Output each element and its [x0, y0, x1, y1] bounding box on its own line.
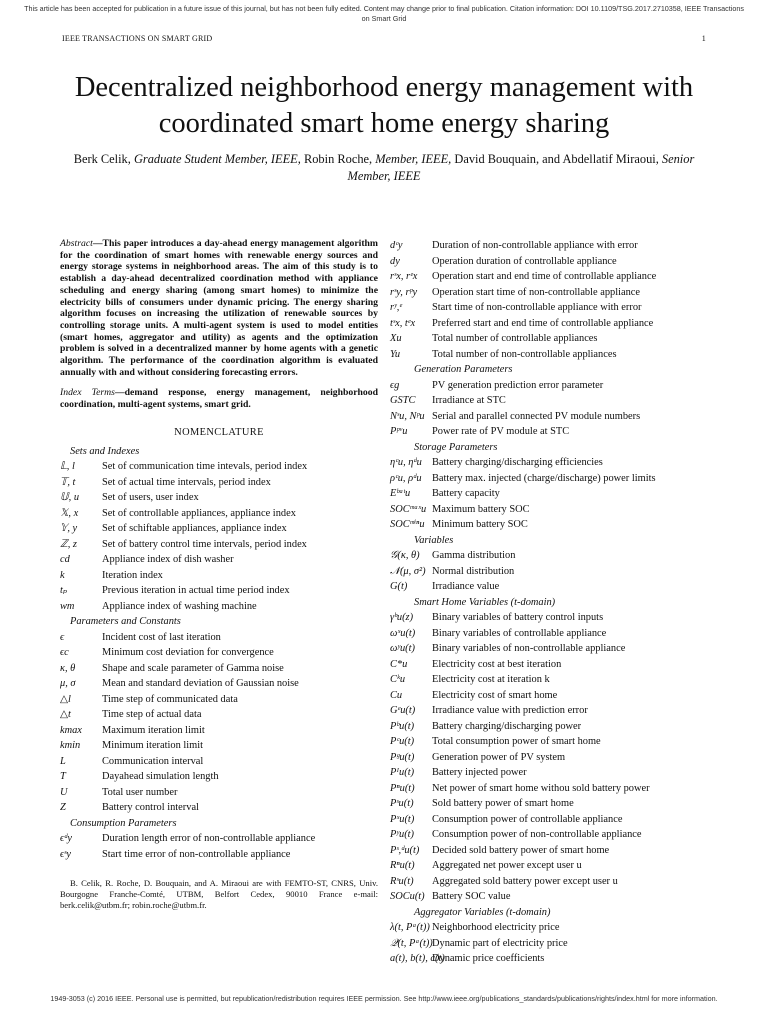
nomenclature-definition: Mean and standard deviation of Gaussian noise: [102, 678, 299, 690]
author-1: Berk Celik,: [73, 152, 131, 166]
nomenclature-entry: [60, 785, 378, 801]
nomenclature-definition: Binary variables of controllable appliance: [432, 627, 607, 639]
nomenclature-entry: [390, 719, 735, 735]
nomenclature-definition: Total number of controllable appliances: [432, 333, 598, 344]
nomenclature-symbol: Nˢu, Nᵖu: [390, 410, 425, 422]
nomenclature-symbol: wm: [60, 600, 75, 612]
nomenclature-definition: Battery charging/discharging efficiencies: [432, 457, 603, 468]
nomenclature-section-heading: Consumption Parameters: [70, 817, 177, 829]
nomenclature-symbol: △t: [60, 709, 71, 721]
nomenclature-entry: [390, 238, 735, 254]
nomenclature-entry: [390, 331, 735, 347]
nomenclature-symbol: GSTC: [390, 395, 416, 406]
nomenclature-entry: [60, 568, 378, 584]
nomenclature-definition: Aggregated net power except user u: [432, 860, 582, 871]
nomenclature-definition: Maximum battery SOC: [432, 503, 530, 515]
nomenclature-entry: [60, 521, 378, 537]
abstract-text: —This paper introduces a day-ahead energy management algorithm for the coordination of smart homes with renewable energy sources and energy storage systems in neighborhood areas. The aim of this study is to establish a day-ahead decentralized coordination method with appliance scheduling and energy sharing (among smart homes) to minimize the electricity bills of consumers under dynamic pricing. The energy sharing algorithm focuses on increasing the utilization of renewable sources by controlling storage units. A multi-agent system is used to model entities (smart homes, aggregator and utility) as agents and the optimization problem is solved in a decentralized manner by home agents with a genetic algorithm. The performance of the coordination algorithm is evaluated annually with and without considering forecasting errors.: [60, 238, 378, 378]
nomenclature-definition: Binary variables of battery control inputs: [432, 612, 604, 623]
nomenclature-symbol: dᶜy: [390, 240, 403, 251]
nomenclature-symbol: Pᵇu(t): [390, 720, 415, 732]
nomenclature-definition: Decided sold battery power of smart home: [432, 844, 610, 856]
nomenclature-definition: Set of communication time intevals, period index: [102, 461, 308, 473]
nomenclature-definition: Aggregated sold battery power except user u: [432, 875, 618, 887]
nomenclature-symbol: tₚ: [60, 585, 68, 597]
nomenclature-definition: Total consumption power of smart home: [432, 736, 601, 747]
nomenclature-entry: [60, 552, 378, 568]
nomenclature-entry: [390, 486, 735, 502]
nomenclature-entry: [390, 796, 735, 812]
nomenclature-entry: [390, 734, 735, 750]
page-number: 1: [701, 34, 706, 43]
author-1-role: Graduate Student Member, IEEE,: [133, 152, 301, 166]
nomenclature-symbol: 𝒩(μ, σ²): [390, 565, 426, 577]
nomenclature-symbol: ηᶜu, ηᵈu: [390, 457, 422, 468]
nomenclature-section-heading: Smart Home Variables (t-domain): [414, 596, 556, 608]
nomenclature-entry: [60, 692, 378, 708]
nomenclature-definition: Duration length error of non-controllable appliance: [102, 833, 316, 845]
nomenclature-symbol: λ(t, Pᵃ(t)): [390, 922, 430, 933]
nomenclature-symbol: rˢy, rᵖy: [390, 286, 418, 298]
author-2-role: Member, IEEE,: [375, 152, 452, 166]
nomenclature-section-heading: Sets and Indexes: [70, 445, 140, 457]
nomenclature-symbol: rˢx, rᵉx: [390, 271, 418, 282]
nomenclature-symbol: SOCᵐᵃˣu: [390, 503, 427, 515]
nomenclature-entry: [390, 641, 735, 657]
nomenclature-definition: Iteration index: [102, 569, 163, 581]
nomenclature-definition: Set of battery control time intervals, period index: [102, 538, 307, 550]
nomenclature-definition: Time step of communicated data: [102, 693, 238, 705]
nomenclature-definition: Set of schiftable appliances, appliance index: [102, 523, 287, 535]
nomenclature-entry: [60, 754, 378, 770]
nomenclature-definition: Net power of smart home withou sold battery power: [432, 782, 650, 794]
nomenclature-definition: Incident cost of last iteration: [102, 631, 221, 643]
nomenclature-symbol: L: [60, 755, 66, 767]
journal-name: IEEE TRANSACTIONS ON SMART GRID: [62, 34, 213, 43]
nomenclature-symbol: Cu: [390, 689, 403, 701]
copyright-footer: 1949-3053 (c) 2016 IEEE. Personal use is permitted, but republication/redistribution requires IEEE permission. See http://www.ieee.org/publications_standards/publications/rights/index.html for more information.: [50, 994, 718, 1003]
affiliation-footnote: B. Celik, R. Roche, D. Bouquain, and A. Miraoui are with FEMTO-ST, CNRS, Univ. Bourgogne Franche-Comté, UTBM, Belfort Cedex, 90010 France e-mail: berk.celik@utbm.fr; robin.roche@utbm.fr.: [60, 878, 378, 911]
nomenclature-symbol: SOCu(t): [390, 891, 425, 902]
nomenclature-entry: [60, 630, 378, 646]
nomenclature-definition: Duration of non-controllable appliance with error: [432, 240, 638, 251]
nomenclature-symbol: C*u: [390, 658, 408, 670]
nomenclature-symbol: cd: [60, 554, 70, 566]
nomenclature-definition: Minimum battery SOC: [432, 519, 528, 530]
nomenclature-definition: Battery max. injected (charge/discharge) power limits: [432, 472, 656, 484]
nomenclature-definition: Sold battery power of smart home: [432, 798, 574, 809]
nomenclature-entry: [390, 672, 735, 688]
nomenclature-definition: Operation duration of controllable appliance: [432, 255, 617, 267]
nomenclature-entry: [390, 889, 735, 905]
nomenclature-symbol: Pʸu(t): [390, 829, 414, 840]
nomenclature-symbol: ℤ, z: [60, 538, 77, 550]
nomenclature-entry: [390, 393, 735, 409]
nomenclature-symbol: SOCᵐⁱⁿu: [390, 519, 425, 530]
nomenclature-symbol: ϵᵈy: [60, 833, 73, 845]
nomenclature-definition: Battery SOC value: [432, 891, 511, 902]
nomenclature-definition: Start time error of non-controllable appliance: [102, 848, 291, 860]
nomenclature-definition: Normal distribution: [432, 565, 515, 577]
nomenclature-definition: Preferred start and end time of controllable appliance: [432, 317, 654, 329]
nomenclature-definition: Appliance index of washing machine: [102, 600, 257, 612]
nomenclature-symbol: Gᵉu(t): [390, 705, 416, 716]
nomenclature-entry: [60, 475, 378, 491]
nomenclature-definition: Maximum iteration limit: [102, 724, 205, 736]
nomenclature-definition: Consumption power of non-controllable appliance: [432, 829, 642, 840]
nomenclature-symbol: 𝕋, t: [60, 476, 76, 488]
nomenclature-symbol: 𝒬(t, Pᵃ(t)): [390, 937, 433, 949]
nomenclature-entry: [390, 812, 735, 828]
nomenclature-symbol: rʸ,ᵉ: [390, 302, 403, 313]
nomenclature-entry: [60, 847, 378, 863]
nomenclature-definition: Battery injected power: [432, 767, 527, 778]
nomenclature-definition: Dayahead simulation length: [102, 771, 219, 783]
nomenclature-definition: Irradiance at STC: [432, 395, 506, 406]
nomenclature-entry: [390, 843, 735, 859]
nomenclature-entry: [60, 738, 378, 754]
nomenclature-entry: [390, 610, 735, 626]
nomenclature-section-heading: Generation Parameters: [414, 364, 513, 375]
nomenclature-entry: [390, 765, 735, 781]
nomenclature-symbol: Rⁿu(t): [390, 860, 415, 871]
abstract-lead: Abstract: [60, 238, 93, 249]
nomenclature-entry: [390, 502, 735, 518]
nomenclature-definition: Communication interval: [102, 755, 204, 767]
nomenclature-definition: Power rate of PV module at STC: [432, 426, 570, 437]
nomenclature-symbol: ϵg: [390, 379, 400, 391]
nomenclature-section-heading: Parameters and Constants: [70, 616, 181, 628]
nomenclature-definition: Dynamic price coefficients: [432, 953, 545, 964]
nomenclature-symbol: 𝕃, l: [60, 461, 75, 473]
nomenclature-definition: Minimum iteration limit: [102, 740, 204, 752]
nomenclature-definition: Total number of non-controllable appliances: [432, 348, 617, 360]
nomenclature-entry: [390, 827, 735, 843]
index-terms-lead: Index Terms: [60, 387, 115, 399]
nomenclature-definition: Irradiance value: [432, 581, 500, 592]
nomenclature-entry: [60, 676, 378, 692]
nomenclature-definition: Consumption power of controllable appliance: [432, 813, 623, 825]
nomenclature-entry: [390, 254, 735, 270]
nomenclature-definition: Total user number: [102, 786, 178, 798]
nomenclature-entry: [60, 459, 378, 475]
nomenclature-symbol: ρᶜu, ρᵈu: [390, 472, 422, 484]
nomenclature-symbol: Pᴵu(t): [390, 767, 415, 778]
nomenclature-entry: [60, 831, 378, 847]
nomenclature-symbol: γᵇu(z): [390, 612, 414, 623]
nomenclature-symbol: Rˢu(t): [390, 875, 414, 887]
nomenclature-entry: [390, 378, 735, 394]
nomenclature-entry: [390, 858, 735, 874]
nomenclature-definition: Battery capacity: [432, 488, 500, 499]
nomenclature-entry: [390, 626, 735, 642]
nomenclature-symbol: Yu: [390, 348, 401, 360]
nomenclature-definition: Generation power of PV system: [432, 751, 566, 763]
nomenclature-entry: [390, 936, 735, 952]
nomenclature-symbol: Cᵏu: [390, 674, 406, 685]
nomenclature-symbol: κ, θ: [60, 662, 76, 674]
nomenclature-definition: Serial and parallel connected PV module numbers: [432, 410, 641, 422]
nomenclature-entry: [60, 800, 378, 816]
nomenclature-symbol: T: [60, 771, 66, 783]
nomenclature-definition: Set of users, user index: [102, 492, 199, 504]
nomenclature-heading: NOMENCLATURE: [174, 426, 264, 438]
nomenclature-entry: [60, 645, 378, 661]
nomenclature-symbol: 𝒢(κ, θ): [390, 550, 420, 561]
nomenclature-entry: [390, 657, 735, 673]
nomenclature-symbol: kmax: [60, 724, 82, 736]
nomenclature-section-heading: Aggregator Variables (t-domain): [414, 906, 551, 918]
nomenclature-entry: [390, 471, 735, 487]
nomenclature-entry: [60, 599, 378, 615]
nomenclature-symbol: Pᵍu(t): [390, 751, 415, 763]
nomenclature-definition: Set of actual time intervals, period index: [102, 476, 271, 488]
nomenclature-entry: [390, 347, 735, 363]
author-3: David Bouquain, and Abdellatif Miraoui,: [454, 152, 659, 166]
nomenclature-right: [390, 238, 735, 967]
nomenclature-symbol: μ, σ: [60, 678, 76, 690]
nomenclature-entry: [390, 269, 735, 285]
nomenclature-entry: [60, 583, 378, 599]
nomenclature-entry: [390, 517, 735, 533]
nomenclature-entry: [390, 285, 735, 301]
nomenclature-symbol: Xu: [390, 333, 402, 344]
nomenclature-symbol: ϵ: [60, 631, 65, 643]
nomenclature-entry: [390, 316, 735, 332]
nomenclature-definition: Shape and scale parameter of Gamma noise: [102, 662, 284, 674]
nomenclature-symbol: Pᵖᵛu: [390, 426, 408, 437]
nomenclature-entry: [60, 723, 378, 739]
nomenclature-definition: Time step of actual data: [102, 709, 202, 721]
nomenclature-definition: Appliance index of dish washer: [102, 554, 234, 566]
left-column: [60, 238, 378, 911]
nomenclature-entry: [60, 506, 378, 522]
nomenclature-entry: [60, 661, 378, 677]
nomenclature-entry: [390, 579, 735, 595]
nomenclature-symbol: Z: [60, 802, 66, 814]
nomenclature-definition: Dynamic part of electricity price: [432, 937, 568, 949]
nomenclature-symbol: Pⁿu(t): [390, 782, 415, 794]
nomenclature-entry: [60, 490, 378, 506]
nomenclature-symbol: ϵˢy: [60, 848, 71, 860]
nomenclature-symbol: 𝕐, y: [60, 523, 78, 535]
running-head: [62, 34, 706, 43]
nomenclature-definition: Electricity cost at iteration k: [432, 674, 550, 685]
nomenclature-definition: Minimum cost deviation for convergence: [102, 647, 274, 659]
nomenclature-entry: [390, 455, 735, 471]
nomenclature-definition: Irradiance value with prediction error: [432, 705, 588, 716]
nomenclature-symbol: Pˣu(t): [390, 813, 415, 825]
nomenclature-entry: [390, 703, 735, 719]
nomenclature-symbol: Pˢ,ᵈu(t): [390, 844, 420, 856]
nomenclature-definition: Electricity cost at best iteration: [432, 658, 562, 670]
nomenclature-definition: Previous iteration in actual time period index: [102, 585, 290, 597]
nomenclature-symbol: ϵc: [60, 647, 69, 659]
nomenclature-entry: [390, 409, 735, 425]
nomenclature-definition: Battery control interval: [102, 802, 199, 814]
nomenclature-definition: Start time of non-controllable appliance with error: [432, 302, 642, 313]
nomenclature-symbol: Pᶜu(t): [390, 736, 415, 747]
nomenclature-entry: [390, 781, 735, 797]
nomenclature-symbol: tˢx, tᵉx: [390, 317, 416, 329]
nomenclature-symbol: kmin: [60, 740, 81, 752]
abstract: [60, 238, 378, 378]
nomenclature-symbol: 𝕌, u: [60, 492, 80, 504]
nomenclature-definition: Battery charging/discharging power: [432, 720, 582, 732]
nomenclature-symbol: Eᵇᵃᵗu: [390, 488, 411, 499]
nomenclature-definition: Set of controllable appliances, appliance index: [102, 507, 296, 519]
nomenclature-entry: [390, 688, 735, 704]
nomenclature-definition: Operation start time of non-controllable appliance: [432, 286, 641, 298]
nomenclature-entry: [390, 951, 735, 967]
nomenclature-definition: Binary variables of non-controllable appliance: [432, 643, 626, 654]
nomenclature-section-heading: Storage Parameters: [414, 441, 498, 453]
nomenclature-entry: [390, 564, 735, 580]
nomenclature-symbol: ωˣu(t): [390, 627, 416, 639]
nomenclature-definition: Neighborhood electricity price: [432, 922, 560, 933]
nomenclature-left: [60, 444, 378, 863]
nomenclature-entry: [60, 537, 378, 553]
author-list: [60, 151, 708, 185]
nomenclature-symbol: Pˢu(t): [390, 798, 414, 809]
accepted-notice: This article has been accepted for publication in a future issue of this journal, but has not been fully edited. Content may change prior to final publication. Citation information: DOI 10.1109/TSG.2017.2710358, IEEE Transactions on Smart Grid: [24, 4, 744, 23]
nomenclature-definition: PV generation prediction error parameter: [432, 379, 604, 391]
nomenclature-entry: [390, 874, 735, 890]
author-3-role: Senior Member, IEEE: [347, 152, 695, 183]
nomenclature-definition: Electricity cost of smart home: [432, 689, 558, 701]
right-column: [390, 238, 735, 967]
nomenclature-entry: [60, 707, 378, 723]
nomenclature-symbol: G(t): [390, 581, 408, 592]
nomenclature-entry: [60, 769, 378, 785]
paper-title: Decentralized neighborhood energy management with coordinated smart home energy sharing: [74, 72, 694, 139]
nomenclature-entry: [390, 920, 735, 936]
nomenclature-symbol: U: [60, 786, 68, 798]
index-terms-text: —demand response, energy management, neighborhood coordination, multi-agent systems, smart grid.: [60, 387, 378, 411]
nomenclature-definition: Operation start and end time of controllable appliance: [432, 271, 657, 282]
nomenclature-symbol: a(t), b(t), c(t): [390, 953, 445, 964]
nomenclature-section-heading: Variables: [414, 534, 454, 546]
index-terms: [60, 387, 378, 410]
nomenclature-symbol: dy: [390, 255, 400, 267]
nomenclature-symbol: 𝕏, x: [60, 507, 79, 519]
nomenclature-symbol: ωʸu(t): [390, 643, 415, 654]
nomenclature-entry: [390, 300, 735, 316]
nomenclature-definition: Gamma distribution: [432, 550, 516, 561]
nomenclature-entry: [390, 424, 735, 440]
nomenclature-symbol: △l: [60, 693, 71, 705]
author-2: Robin Roche,: [303, 152, 373, 166]
nomenclature-entry: [390, 548, 735, 564]
nomenclature-symbol: k: [60, 569, 65, 581]
nomenclature-entry: [390, 750, 735, 766]
